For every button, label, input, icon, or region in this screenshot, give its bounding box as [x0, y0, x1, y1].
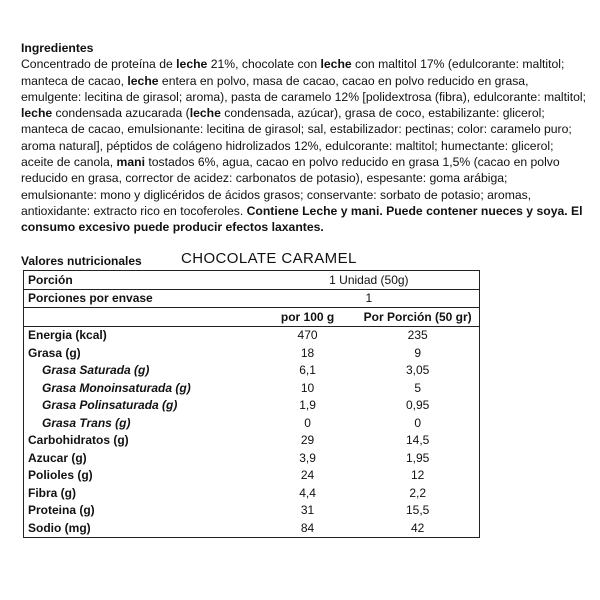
nutrient-per100: 4,4 — [299, 485, 316, 500]
nutrient-perportion: 12 — [356, 467, 479, 485]
nutrient-name: Grasa Saturada (g) — [24, 362, 259, 380]
nutrient-per100: 0 — [304, 415, 311, 430]
nutrient-per100: 84 — [259, 519, 357, 537]
nutrient-row — [24, 414, 480, 432]
ingredients-text — [21, 56, 586, 235]
nutrient-per100: 29 — [300, 433, 315, 448]
ingredient-bold-segment: leche — [189, 106, 221, 121]
portion-value: 1 Unidad (50g) — [259, 271, 480, 290]
nutrient-perportion: 2,2 — [356, 484, 479, 502]
nutrient-name: Grasa Trans (g) — [24, 414, 259, 432]
nutrient-perportion: 9 — [356, 344, 479, 362]
nutrient-perportion: 3,05 — [356, 362, 479, 380]
nutrient-per100: 1,9 — [299, 398, 316, 413]
ingredient-segment: condensada, azúcar), grasa de coco, estabilizante: glicerol; manteca de cacao, emulsionante: lecitina de girasol; sal, estabilizador: pectinas; color: caramelo puro; aroma natural], péptidos de colágeno hidrolizados 12%, edulcorante: maltitol; humectante: glicerol; aceite de canola, — [21, 106, 572, 170]
column-header-per100: por 100 g — [259, 308, 357, 327]
nutrient-name: Grasa Polinsaturada (g) — [24, 397, 259, 415]
ingredient-bold-segment: leche — [176, 57, 208, 72]
nutrient-perportion: 42 — [356, 519, 479, 537]
nutrient-name: Azucar (g) — [24, 449, 259, 467]
portion-label: Porción — [24, 271, 259, 290]
nutrient-row — [24, 397, 480, 415]
ingredients-title: Ingredientes — [21, 41, 94, 55]
ingredient-segment: Concentrado de proteína de — [21, 57, 177, 72]
nutrient-name: Polioles (g) — [24, 467, 259, 485]
nutrient-row — [24, 467, 480, 485]
nutrition-label: Valores nutricionales — [21, 254, 142, 268]
ingredient-segment: entera en polvo, masa de cacao, cacao en polvo reducido en grasa, emulgente: lecitina de girasol; aroma), pasta de caramelo 12% [polidextrosa (fibra), edulcorante: maltitol; — [21, 73, 586, 104]
nutrient-perportion: 1,95 — [356, 449, 479, 467]
ingredient-segment: con maltitol 17% (edulcorante: maltitol; manteca de cacao, — [21, 57, 565, 88]
nutrient-row — [24, 362, 480, 380]
nutrient-name: Proteina (g) — [24, 502, 259, 520]
nutrient-name: Grasa (g) — [24, 344, 259, 362]
ingredient-segment: condensada azucarada ( — [52, 106, 190, 121]
servings-value: 1 — [259, 289, 480, 308]
nutrient-row — [24, 449, 480, 467]
nutrient-per100: 31 — [300, 503, 315, 518]
nutrient-per100: 24 — [300, 468, 315, 483]
ingredient-bold-segment: mani — [116, 155, 145, 170]
nutrition-table — [23, 270, 480, 538]
nutrient-row — [24, 432, 480, 450]
nutrient-row — [24, 519, 480, 537]
nutrient-per100: 6,1 — [299, 363, 316, 378]
nutrient-name: Grasa Monoinsaturada (g) — [24, 379, 259, 397]
nutrient-per100: 470 — [297, 328, 318, 343]
ingredients-section — [21, 40, 586, 236]
ingredient-bold-segment: leche — [320, 57, 352, 72]
nutrient-row — [24, 484, 480, 502]
servings-row — [24, 289, 480, 308]
nutrient-row — [24, 379, 480, 397]
servings-label: Porciones por envase — [24, 289, 259, 308]
nutrient-per100: 3,9 — [299, 450, 316, 465]
nutrient-name: Fibra (g) — [24, 484, 259, 502]
nutrient-perportion: 14,5 — [356, 432, 479, 450]
nutrient-perportion: 0,95 — [356, 397, 479, 415]
nutrient-perportion: 5 — [356, 379, 479, 397]
ingredient-bold-segment: Contiene Leche y mani. Puede contener nueces y soya. El consumo excesivo puede producir efectos laxantes. — [21, 203, 583, 235]
nutrient-name: Energia (kcal) — [24, 326, 259, 344]
nutrient-perportion: 235 — [356, 326, 479, 344]
column-header-row — [24, 308, 480, 327]
ingredient-segment: tostados 6%, agua, cacao en polvo reducido en grasa 1,5% (cacao en polvo reducido en grasa, corrector de acidez: carbonatos de potasio), espesante: goma arábiga; emulsionante: mono y diglicéridos de ácidos grasos; conservante: sorbato de potasio; aromas, antioxidante: extracto rico en tocoferoles. — [21, 155, 560, 218]
product-name: CHOCOLATE CARAMEL — [181, 250, 357, 267]
nutrient-perportion: 15,5 — [356, 502, 479, 520]
portion-row — [24, 271, 480, 290]
nutrient-name: Sodio (mg) — [24, 519, 259, 537]
ingredient-bold-segment: leche — [127, 73, 159, 88]
ingredient-bold-segment: leche — [21, 106, 53, 121]
nutrient-name: Carbohidratos (g) — [24, 432, 259, 450]
nutrient-row — [24, 344, 480, 362]
ingredient-segment: 21%, chocolate con — [207, 57, 321, 72]
nutrient-perportion: 0 — [356, 414, 479, 432]
nutrient-row — [24, 326, 480, 344]
nutrition-header — [21, 250, 586, 270]
nutrient-per100: 18 — [300, 345, 315, 360]
column-header-blank — [24, 308, 259, 327]
nutrient-row — [24, 502, 480, 520]
column-header-perportion: Por Porción (50 gr) — [356, 308, 479, 327]
nutrient-per100: 10 — [300, 380, 315, 395]
